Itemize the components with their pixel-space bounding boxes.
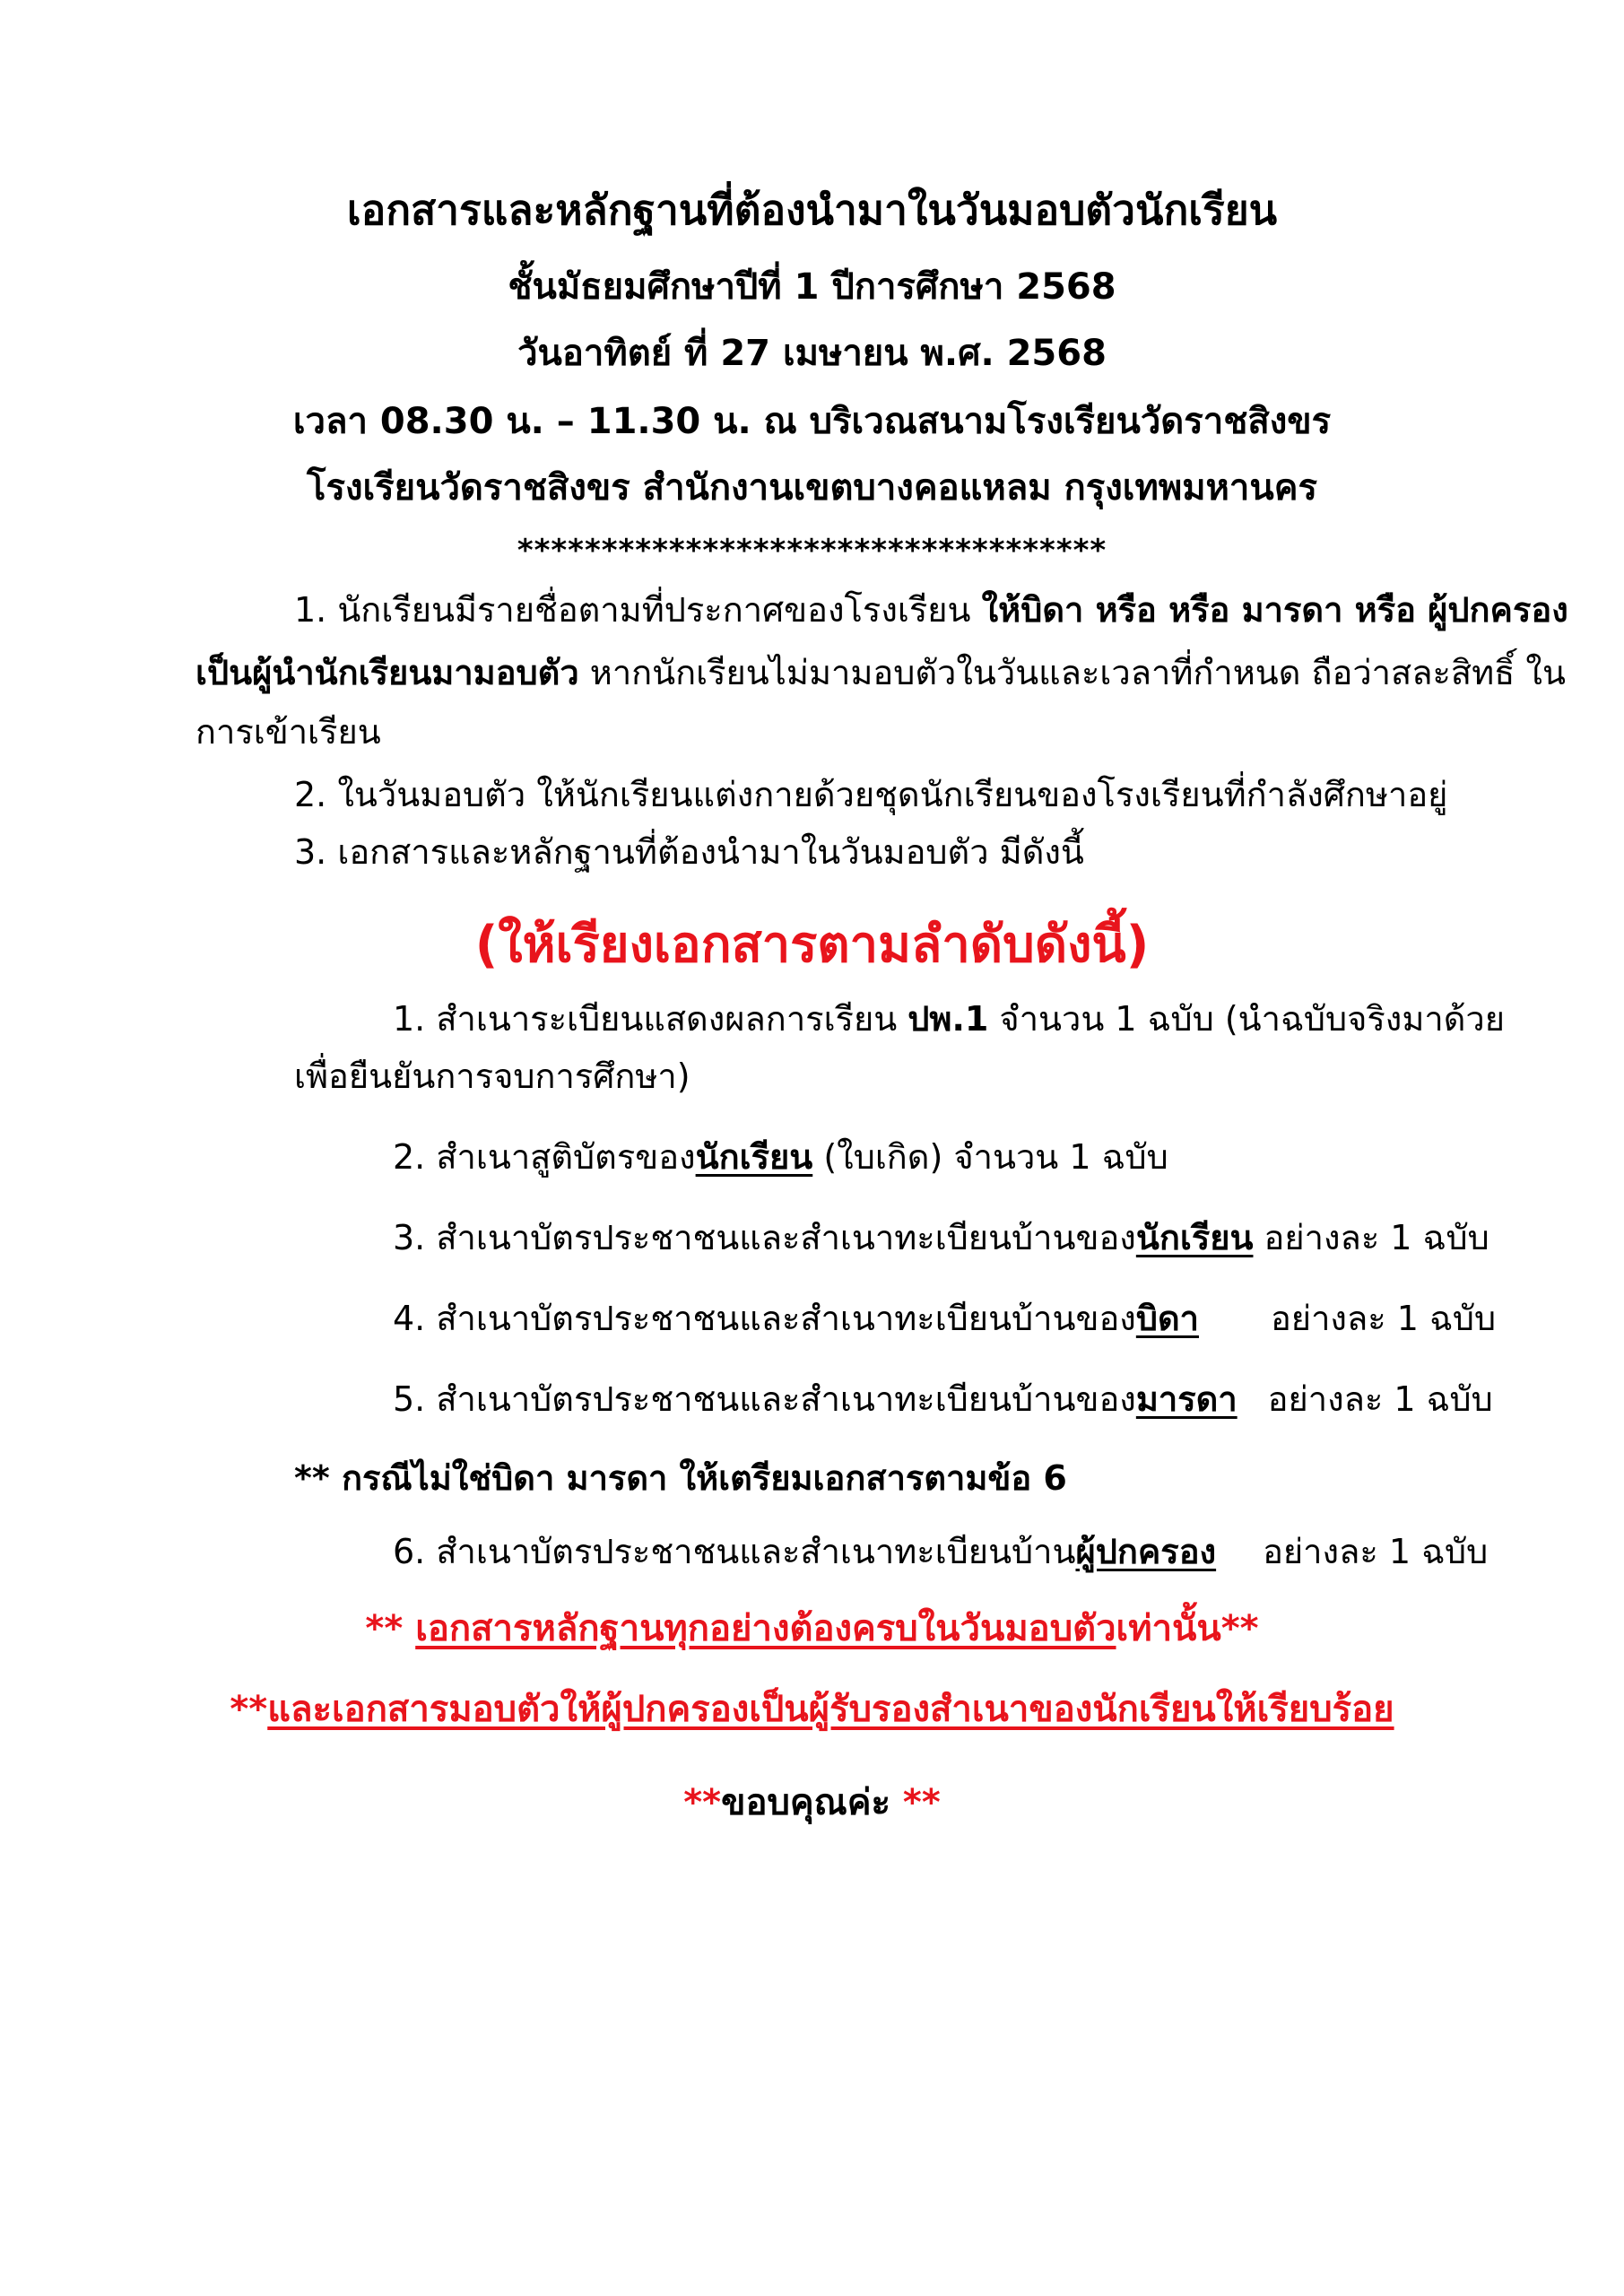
doc-2-student: นักเรียน (695, 1137, 813, 1177)
doc-5-text: 5. สำเนาบัตรประชาชนและสำเนาทะเบียนบ้านของ (393, 1379, 1136, 1419)
doc-3-text: 3. สำเนาบัตรประชาชนและสำเนาทะเบียนบ้านของ (393, 1218, 1136, 1257)
doc-5 (393, 1374, 1493, 1424)
rule-1-parents: ให้บิดา หรือ หรือ มารดา หรือ ผู้ปกครอง (981, 590, 1568, 630)
document-title: เอกสารและหลักฐานที่ต้องนำมาในวันมอบตัวนักเรียน (346, 186, 1278, 234)
rule-1-line-1 (294, 585, 1568, 635)
rule-1-bring-student: เป็นผู้นำนักเรียนมามอบตัว (195, 653, 579, 692)
rule-1-forfeit: หากนักเรียนไม่มามอบตัวในวันและเวลาที่กำหนด ถือว่าสละสิทธิ์ ใน (578, 653, 1566, 692)
doc-3 (393, 1213, 1489, 1263)
guardian-note: ** กรณีไม่ใช่บิดา มารดา ให้เตรียมเอกสารตามข้อ 6 (294, 1458, 1067, 1498)
date-line: วันอาทิตย์ ที่ 27 เมษายน พ.ศ. 2568 (517, 333, 1107, 374)
doc-4-count: อย่างละ 1 ฉบับ (1270, 1299, 1497, 1338)
doc-1-pp1: ปพ.1 (908, 999, 989, 1039)
doc-5-mother: มารดา (1135, 1379, 1238, 1419)
thank-you-line (0, 1778, 1624, 1828)
doc-5-count: อย่างละ 1 ฉบับ (1267, 1379, 1493, 1419)
doc-2 (393, 1132, 1168, 1182)
doc-1-line-2: เพื่อยืนยันการจบการศึกษา) (294, 1057, 690, 1096)
remark-certify-copies (0, 1684, 1624, 1735)
doc-3-count: อย่างละ 1 ฉบับ (1253, 1218, 1489, 1257)
doc-4-text: 4. สำเนาบัตรประชาชนและสำเนาทะเบียนบ้านของ (393, 1299, 1136, 1338)
rule-3: 3. เอกสารและหลักฐานที่ต้องนำมาในวันมอบตัว มีดังนี้ (294, 832, 1084, 872)
remark-2-prefix: ** (230, 1689, 268, 1730)
doc-1-text: 1. สำเนาระเบียนแสดงผลการเรียน (393, 999, 908, 1039)
remark-1-suffix: เท่านั้น** (1116, 1608, 1259, 1649)
doc-6-count: อย่างละ 1 ฉบับ (1263, 1532, 1489, 1571)
time-place-line: เวลา 08.30 น. – 11.30 น. ณ บริเวณสนามโรงเรียนวัดราชสิงขร (292, 401, 1332, 442)
doc-2-text: 2. สำเนาสูติบัตรของ (393, 1137, 696, 1177)
doc-1-line-1 (393, 994, 1505, 1044)
remark-2-underlined: และเอกสารมอบตัวให้ผู้ปกครองเป็นผู้รับรองสำเนาของนักเรียนให้เรียบร้อย (267, 1689, 1394, 1730)
grade-year-line: ชั้นมัธยมศึกษาปีที่ 1 ปีการศึกษา 2568 (508, 266, 1116, 308)
doc-6-guardian: ผู้ปกครอง (1075, 1532, 1217, 1571)
rule-2: 2. ในวันมอบตัว ให้นักเรียนแต่งกายด้วยชุดนักเรียนของโรงเรียนที่กำลังศึกษาอยู่ (294, 775, 1448, 814)
doc-4 (393, 1293, 1496, 1344)
doc-2-count: (ใบเกิด) จำนวน 1 ฉบับ (812, 1137, 1168, 1177)
remark-complete-documents (0, 1604, 1624, 1654)
order-title: (ให้เรียงเอกสารตามลำดับดังนี้) (474, 916, 1150, 974)
doc-6 (393, 1526, 1488, 1577)
rule-1-line-2 (195, 648, 1566, 698)
rule-1-line-3: การเข้าเรียน (195, 712, 381, 752)
doc-1-count: จำนวน 1 ฉบับ (นำฉบับจริงมาด้วย (988, 999, 1506, 1039)
thanks-text: **ขอบคุณค่ะ ** (683, 1782, 941, 1823)
remark-1-underlined: เอกสารหลักฐานทุกอย่างต้องครบในวันมอบตัว (415, 1608, 1116, 1649)
school-line: โรงเรียนวัดราชสิงขร สำนักงานเขตบางคอแหลม กรุงเทพมหานคร (307, 467, 1317, 509)
separator-line: *********************************** (517, 533, 1107, 569)
doc-3-student: นักเรียน (1135, 1218, 1254, 1257)
remark-1-prefix: ** (365, 1608, 416, 1649)
doc-4-father: บิดา (1135, 1299, 1199, 1338)
rule-1-text: 1. นักเรียนมีรายชื่อตามที่ประกาศของโรงเรียน (294, 590, 982, 630)
doc-6-text: 6. สำเนาบัตรประชาชนและสำเนาทะเบียนบ้าน (393, 1532, 1076, 1571)
